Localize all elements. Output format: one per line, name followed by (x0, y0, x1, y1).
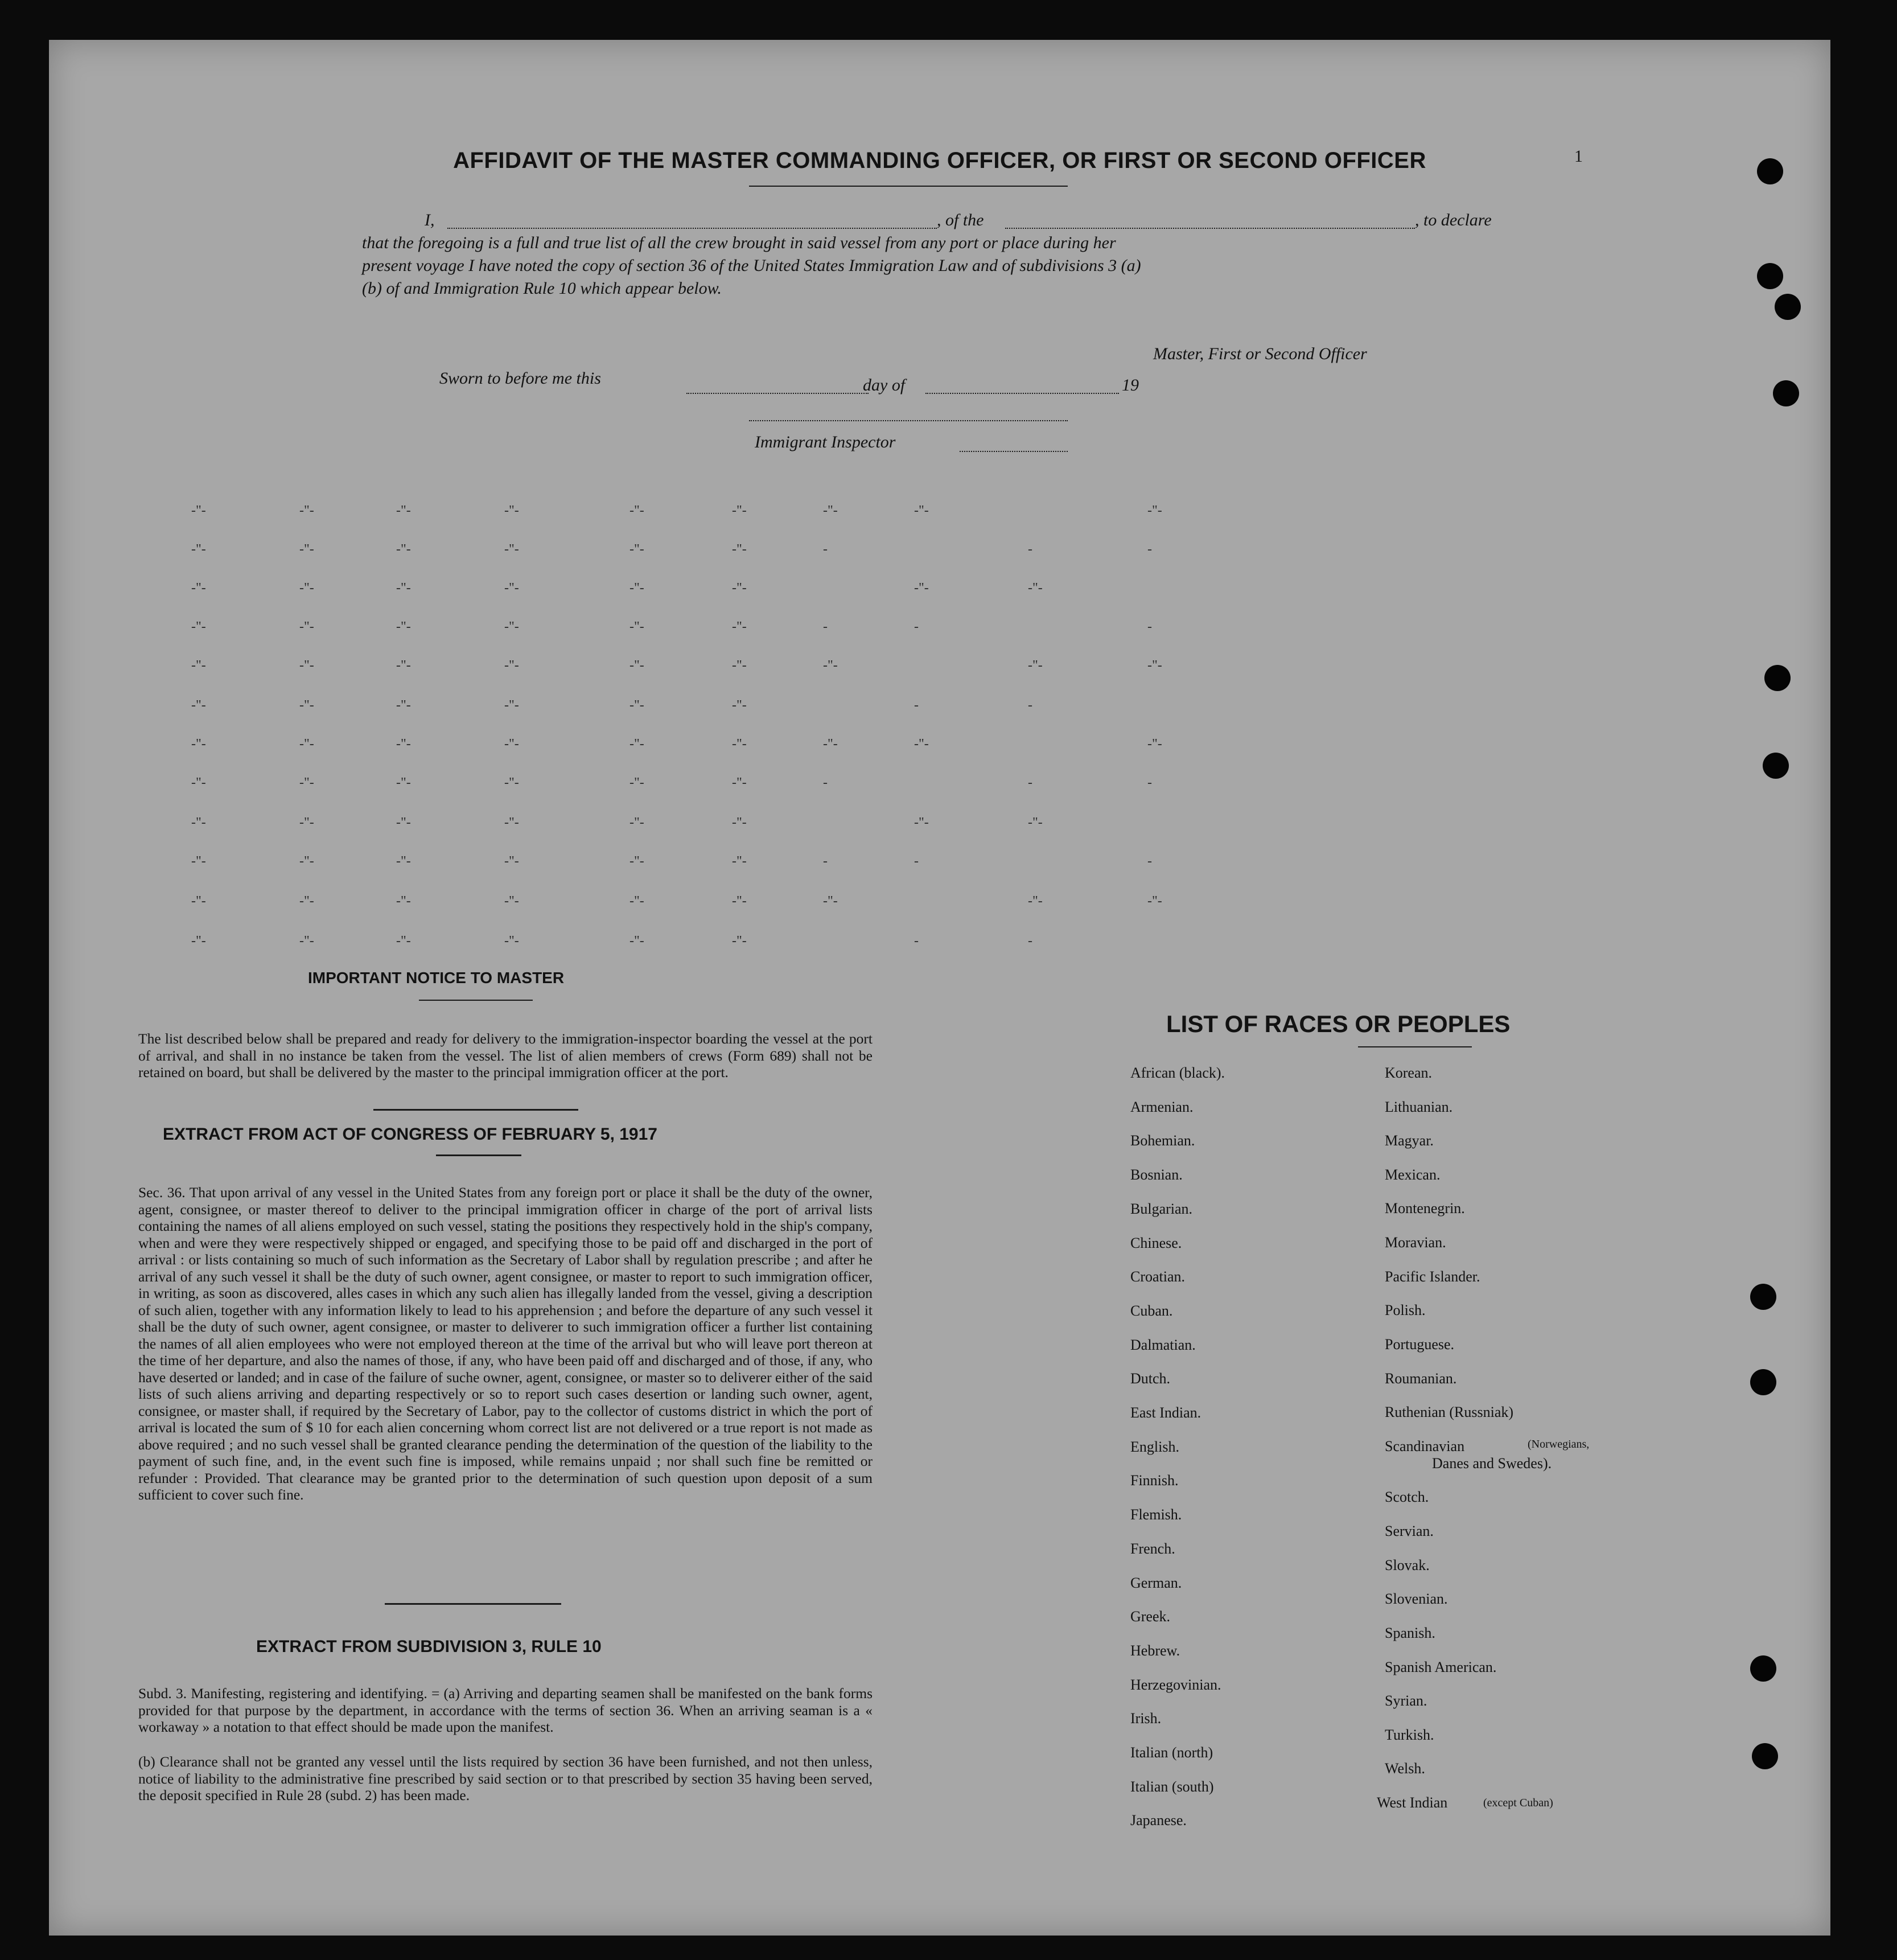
ditto-mark: -"- (504, 775, 519, 790)
race-item: Montenegrin. (1385, 1200, 1465, 1217)
ditto-mark: -"- (191, 815, 206, 830)
ditto-mark: -"- (629, 775, 644, 790)
ditto-mark: -"- (1028, 894, 1043, 909)
rule-text-a: Subd. 3. Manifesting, registering and identifying. = (a) Arriving and departing seamen shall be manifested on the bank forms provided for that purpose by the department, in accordance with the terms of section 36. When an arriving seaman is a « workaway » a notation to that effect should be made upon the manifest. (138, 1685, 873, 1735)
ditto-mark: -"- (396, 894, 411, 909)
ditto-mark: -"- (191, 894, 206, 909)
ditto-mark: -"- (629, 854, 644, 869)
ditto-mark: -"- (396, 619, 411, 634)
ditto-mark: -"- (1028, 581, 1043, 595)
ditto-mark: -"- (191, 503, 206, 518)
ditto-mark: - (1028, 775, 1032, 790)
name-fill-line (447, 228, 937, 229)
race-item: Irish. (1130, 1710, 1162, 1727)
race-item: Greek. (1130, 1608, 1171, 1625)
race-item: Roumanian. (1385, 1370, 1457, 1387)
ditto-mark: -"- (732, 775, 747, 790)
act-underline (436, 1154, 521, 1156)
ditto-mark: -"- (1028, 815, 1043, 830)
ditto-mark: -"- (396, 581, 411, 595)
ditto-mark: -"- (191, 775, 206, 790)
ditto-mark: -"- (396, 775, 411, 790)
race-item: Danes and Swedes). (1432, 1455, 1552, 1472)
master-signature-label: Master, First or Second Officer (1153, 344, 1367, 363)
ditto-mark: - (1028, 698, 1032, 713)
ditto-mark: -"- (396, 934, 411, 948)
race-item: Welsh. (1385, 1760, 1425, 1777)
race-item: (Norwegians, (1528, 1438, 1590, 1451)
binder-hole (1764, 665, 1791, 691)
race-item: Hebrew. (1130, 1642, 1180, 1659)
race-item: Italian (south) (1130, 1778, 1214, 1795)
ditto-mark: -"- (396, 658, 411, 673)
race-item: Korean. (1385, 1065, 1433, 1081)
notice-heading: IMPORTANT NOTICE TO MASTER (308, 969, 565, 987)
binder-hole (1775, 294, 1801, 320)
day-of-label: day of (863, 376, 906, 395)
document-page (49, 40, 1830, 1936)
ditto-mark: -"- (299, 698, 314, 713)
ditto-mark: -"- (732, 815, 747, 830)
ditto-mark: -"- (504, 503, 519, 518)
act-rule (385, 1603, 561, 1605)
ditto-mark: -"- (299, 775, 314, 790)
ditto-mark: -"- (629, 581, 644, 595)
ditto-mark: - (914, 854, 919, 869)
ditto-mark: -"- (1147, 503, 1162, 518)
race-item: Portuguese. (1385, 1336, 1455, 1353)
notice-rule (373, 1109, 578, 1111)
race-item: Syrian. (1385, 1692, 1427, 1709)
affidavit-line-2: that the foregoing is a full and true list of all the crew brought in said vessel from any port or place during her (362, 233, 1116, 252)
ditto-mark: - (914, 698, 919, 713)
ditto-mark: - (823, 542, 828, 557)
ditto-mark: -"- (629, 503, 644, 518)
race-item: Cuban. (1130, 1302, 1173, 1319)
race-item: Herzegovinian. (1130, 1676, 1221, 1693)
binder-hole (1750, 1369, 1776, 1395)
affidavit-i: I, (425, 211, 435, 229)
ditto-mark: -"- (1147, 737, 1162, 751)
ditto-mark: -"- (823, 658, 838, 673)
races-heading: LIST OF RACES OR PEOPLES (1166, 1010, 1511, 1037)
ditto-mark: -"- (629, 619, 644, 634)
ditto-mark: -"- (732, 854, 747, 869)
race-item: French. (1130, 1540, 1175, 1557)
ditto-mark: -"- (629, 737, 644, 751)
affidavit-line-4: (b) of and Immigration Rule 10 which appear below. (362, 279, 722, 298)
race-item: Italian (north) (1130, 1744, 1213, 1761)
ditto-mark: -"- (504, 581, 519, 595)
race-item: West Indian (1377, 1794, 1448, 1811)
year-prefix: 19 (1122, 376, 1139, 395)
binder-hole (1757, 158, 1783, 184)
ditto-mark: -"- (299, 503, 314, 518)
inspector-label: Immigrant Inspector (755, 433, 896, 451)
ditto-mark: -"- (191, 854, 206, 869)
race-item: Flemish. (1130, 1506, 1182, 1523)
ditto-mark: -"- (823, 737, 838, 751)
race-item: Dalmatian. (1130, 1336, 1196, 1353)
ditto-mark: -"- (823, 503, 838, 518)
ditto-mark: -"- (396, 737, 411, 751)
inspector-fill-line (960, 451, 1068, 452)
races-underline (1358, 1046, 1472, 1047)
ditto-mark: -"- (629, 934, 644, 948)
binder-hole (1763, 753, 1789, 779)
ditto-mark: - (1028, 542, 1032, 557)
race-item: Finnish. (1130, 1472, 1179, 1489)
ditto-mark: - (1147, 854, 1152, 869)
binder-hole (1757, 263, 1783, 289)
affidavit-to-declare: , to declare (1415, 211, 1492, 229)
ditto-mark: -"- (299, 737, 314, 751)
rule-heading: EXTRACT FROM SUBDIVISION 3, RULE 10 (256, 1637, 602, 1656)
ditto-mark: -"- (629, 894, 644, 909)
sworn-day-fill-line (686, 393, 869, 394)
ditto-mark: -"- (191, 934, 206, 948)
affidavit-of-the: , of the (937, 211, 984, 229)
title-underline (749, 186, 1068, 187)
notice-underline (419, 1000, 533, 1001)
ditto-mark: - (823, 854, 828, 869)
month-fill-line (925, 393, 1119, 394)
race-item: Spanish. (1385, 1625, 1435, 1641)
inspector-sign-line (749, 420, 1068, 421)
ditto-mark: -"- (191, 658, 206, 673)
race-item: Mexican. (1385, 1166, 1441, 1183)
ditto-mark: -"- (823, 894, 838, 909)
ditto-mark: -"- (504, 658, 519, 673)
ditto-mark: -"- (504, 542, 519, 557)
ditto-mark: -"- (396, 503, 411, 518)
ditto-mark: -"- (191, 581, 206, 595)
ditto-mark: -"- (504, 894, 519, 909)
race-item: English. (1130, 1438, 1179, 1455)
ditto-mark: -"- (504, 934, 519, 948)
ditto-mark: -"- (299, 934, 314, 948)
race-item: African (black). (1130, 1065, 1225, 1081)
race-item: Magyar. (1385, 1132, 1434, 1149)
ditto-mark: -"- (629, 658, 644, 673)
ditto-mark: -"- (504, 698, 519, 713)
ditto-mark: -"- (732, 542, 747, 557)
ditto-mark: -"- (732, 503, 747, 518)
race-item: Slovenian. (1385, 1591, 1448, 1607)
affidavit-title: AFFIDAVIT OF THE MASTER COMMANDING OFFICER, OR FIRST OR SECOND OFFICER (453, 148, 1426, 173)
ditto-mark: -"- (732, 698, 747, 713)
notice-text: The list described below shall be prepared and ready for delivery to the immigration-inspector boarding the vessel at the port of arrival, and shall in no instance be taken from the vessel. The list of alien members of crews (Form 689) shall not be retained on board, but shall be delivered by the master to the principal immigration officer at the port. (138, 1030, 873, 1080)
race-item: Slovak. (1385, 1557, 1430, 1573)
affidavit-line-3: present voyage I have noted the copy of section 36 of the United States Immigration Law and of subdivisions 3 (a) (362, 256, 1141, 275)
race-item: Lithuanian. (1385, 1099, 1453, 1115)
race-item: Bosnian. (1130, 1166, 1183, 1184)
binder-hole (1750, 1655, 1776, 1682)
race-item: Chinese. (1130, 1234, 1182, 1251)
race-item: Bohemian. (1130, 1132, 1195, 1149)
ditto-mark: -"- (396, 854, 411, 869)
ditto-mark: -"- (914, 581, 929, 595)
ditto-mark: -"- (914, 737, 929, 751)
ditto-mark: - (914, 934, 919, 948)
ditto-mark: -"- (396, 542, 411, 557)
ditto-mark: -"- (732, 581, 747, 595)
ditto-mark: -"- (299, 619, 314, 634)
race-item: Moravian. (1385, 1234, 1446, 1251)
ditto-mark: -"- (504, 737, 519, 751)
race-item: Pacific Islander. (1385, 1268, 1480, 1285)
ditto-mark: -"- (396, 698, 411, 713)
ditto-mark: -"- (299, 894, 314, 909)
ditto-mark: -"- (191, 737, 206, 751)
ditto-mark: -"- (732, 934, 747, 948)
binder-hole (1773, 380, 1799, 406)
act-text: Sec. 36. That upon arrival of any vessel in the United States from any foreign port or place it shall be the duty of the owner, agent, consignee, or master thereof to deliver to the principal immigration officer in charge of the port of arrival lists containing the names of all aliens employed on such vessel, stating the positions they respectively hold in the ship's company, when and were they were respectively shipped or engaged, and specifying those to be paid off and discharged in the port of arrival : or lists containing so much of such information as the Secretary of Labor shall by regulation prescribe ; and after he arrival of any such vessel it shall be the duty of such owner, agent consignee, or master to report to such immigration officer, in writing, as soon as discovered, alles cases in which any such alien has illegally landed from the vessel, giving a description of such alien, together with any information likely to lead to his apprehension ; and before the departure of any such vessel it shall be the duty of such owner, agent consignee, or master to deliverer to such immigration officer a further list containing the names of all alien employees who were not employed thereon at the time of the arrival but who will leave port thereon at the time of her departure, and also the names of those, if any, who have been paid off and discharged and of those, if any, who have deserted or landed; and in case of the failure of suche owner, agent, consignee, or master so to deliverer either of the said lists of such aliens arriving and departing respectively or so to report such cases desertion or landing such owner, agent, consignee, or master shall, if required by the Secretary of Labor, pay to the collector of customs district in which the port of arrival is located the sum of $ 10 for each alien concerning whom correct list are not delivered or a true report is not made as above required ; and no such vessel shall be granted clearance pending the determination of the question of the liability to the payment of such fine, and, in the event such fine is imposed, while remains unpaid ; nor shall such fine be remitted or refunder : Provided. That clearance may be granted prior to the determination of such question upon deposit of a sum sufficient to cover such fine. (138, 1184, 873, 1503)
race-item: Armenian. (1130, 1098, 1194, 1115)
ditto-mark: -"- (732, 894, 747, 909)
ditto-mark: -"- (299, 815, 314, 830)
ditto-mark: - (1147, 542, 1152, 557)
ditto-mark: - (914, 619, 919, 634)
race-item: East Indian. (1130, 1404, 1201, 1421)
race-item: Croatian. (1130, 1268, 1186, 1285)
ditto-mark: -"- (629, 542, 644, 557)
ditto-mark: -"- (504, 854, 519, 869)
act-heading: EXTRACT FROM ACT OF CONGRESS OF FEBRUARY 5, 1917 (163, 1125, 657, 1144)
ditto-mark: -"- (732, 658, 747, 673)
ditto-mark: - (823, 619, 828, 634)
ditto-mark: - (823, 775, 828, 790)
race-item: Bulgarian. (1130, 1200, 1193, 1217)
ditto-mark: -"- (732, 737, 747, 751)
ditto-mark: -"- (191, 542, 206, 557)
ditto-mark: -"- (191, 698, 206, 713)
ditto-mark: - (1147, 619, 1152, 634)
race-item: Servian. (1385, 1523, 1434, 1539)
race-item: Spanish American. (1385, 1659, 1497, 1675)
race-item: Polish. (1385, 1302, 1426, 1318)
binder-hole (1750, 1284, 1776, 1310)
race-item: Ruthenian (Russniak) (1385, 1404, 1514, 1420)
ditto-mark: -"- (299, 854, 314, 869)
ditto-mark: -"- (1028, 658, 1043, 673)
ditto-mark: - (1147, 775, 1152, 790)
corner-mark: 1 (1574, 147, 1583, 166)
race-item: Scotch. (1385, 1489, 1429, 1505)
ditto-mark: -"- (299, 658, 314, 673)
ditto-mark: - (1028, 934, 1032, 948)
ditto-mark: -"- (914, 815, 929, 830)
ditto-mark: -"- (299, 581, 314, 595)
binder-hole (1752, 1743, 1778, 1769)
race-item: German. (1130, 1574, 1182, 1591)
ditto-mark: -"- (914, 503, 929, 518)
race-item: (except Cuban) (1483, 1797, 1553, 1809)
ditto-mark: -"- (396, 815, 411, 830)
ditto-mark: -"- (629, 698, 644, 713)
race-item: Japanese. (1130, 1812, 1187, 1829)
ditto-mark: -"- (191, 619, 206, 634)
ditto-mark: -"- (732, 619, 747, 634)
ditto-mark: -"- (299, 542, 314, 557)
ditto-mark: -"- (504, 815, 519, 830)
vessel-fill-line (1005, 228, 1415, 229)
ditto-mark: -"- (629, 815, 644, 830)
ditto-mark: -"- (504, 619, 519, 634)
ditto-mark: -"- (1147, 894, 1162, 909)
race-item: Dutch. (1130, 1370, 1171, 1387)
race-item: Scandinavian (1385, 1438, 1465, 1454)
race-item: Turkish. (1385, 1727, 1434, 1743)
sworn-label: Sworn to before me this (439, 369, 601, 388)
ditto-mark: -"- (1147, 658, 1162, 673)
rule-text-b: (b) Clearance shall not be granted any vessel until the lists required by section 36 have been furnished, and not then unless, notice of liability to the administrative fine prescribed by said section or to that prescribed by section 35 having been served, the deposit specified in Rule 28 (subd. 2) has been made. (138, 1753, 873, 1803)
